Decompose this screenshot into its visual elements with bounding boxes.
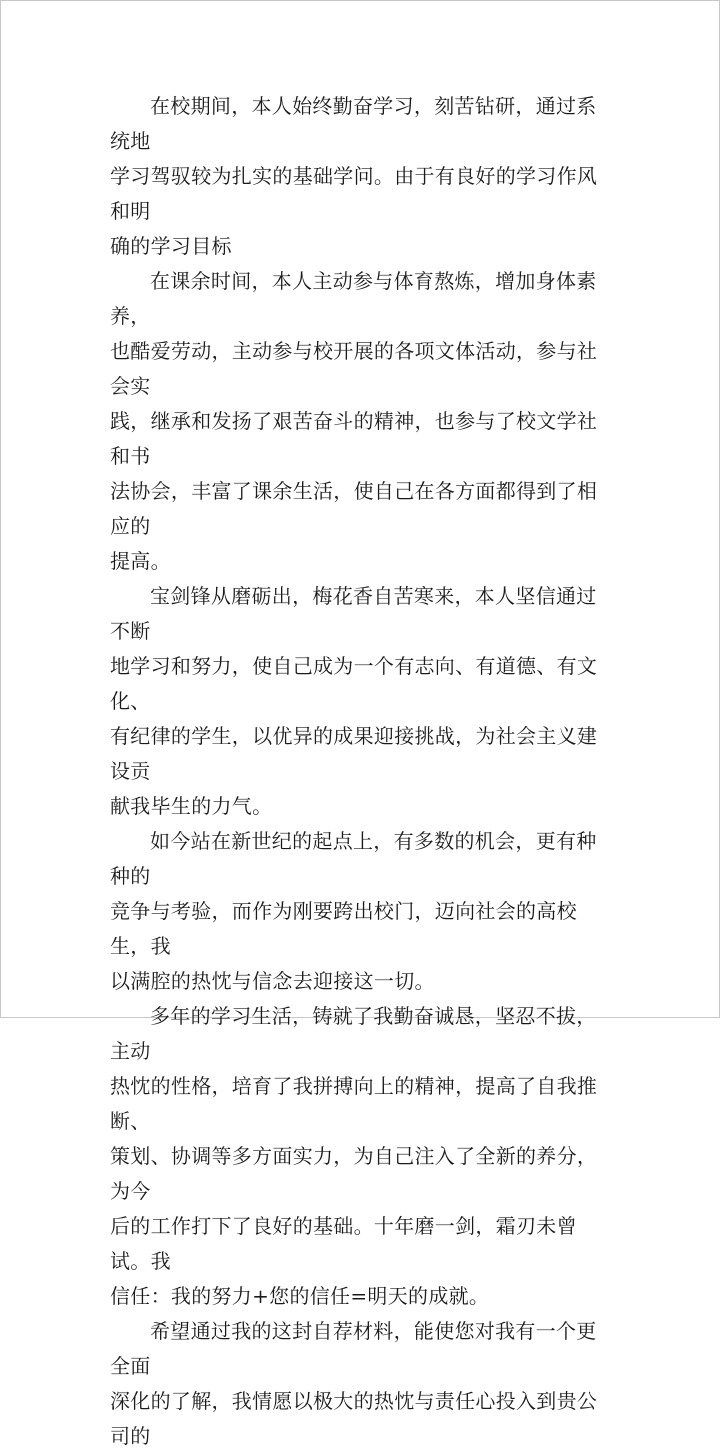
paragraph-character <box>110 999 615 1314</box>
document-body <box>110 89 615 1454</box>
paragraph-new-century <box>110 824 615 999</box>
paragraph-text: 希望通过我的这封自荐材料，能使您对我有一个更全面 深化的了解，我情愿以极大的热忱与责任心投入到贵公司的 <box>110 1319 598 1448</box>
paragraph-extracurricular <box>110 264 615 579</box>
paragraph-text: 在校期间，本人始终勤奋学习，刻苦钻研，通过系统地 学习驾驭较为扎实的基础学问。由于有良好的学习作风和明 确的学习目标 <box>110 94 598 258</box>
paragraph-text: 如今站在新世纪的起点上，有多数的机会，更有种种的 竞争与考验，而作为刚要跨出校门，迈向社会的高校生，我 以满腔的热忱与信念去迎接这一切。 <box>110 829 597 993</box>
paragraph-text: 在课余时间，本人主动参与体育熬炼，增加身体素养， 也酷爱劳动，主动参与校开展的各项文体活动，参与社会实 践，继承和发扬了艰苦奋斗的精神，也参与了校文学社和书 法协会，丰富了课余生活，使自己在各方面都得到了相应的 提高。 <box>110 269 598 573</box>
paragraph-closing <box>110 1314 615 1454</box>
paragraph-study <box>110 89 615 264</box>
paragraph-motto <box>110 579 615 824</box>
paragraph-text: 宝剑锋从磨砺出，梅花香自苦寒来，本人坚信通过不断 地学习和努力，使自己成为一个有志向、有道德、有文化、 有纪律的学生，以优异的成果迎接挑战，为社会主义建设贡 献我毕生的力气。 <box>110 584 598 818</box>
paragraph-text: 多年的学习生活，铸就了我勤奋诚恳，坚忍不拔，主动 热忱的性格，培育了我拼搏向上的精神，提高了自我推断、 策划、协调等多方面实力，为自己注入了全新的养分，为今 后的工作打下了良好的基础。十年磨一剑，霜刃未曾试。我 信任：我的努力+您的信任=明天的成就。 <box>110 1004 598 1308</box>
